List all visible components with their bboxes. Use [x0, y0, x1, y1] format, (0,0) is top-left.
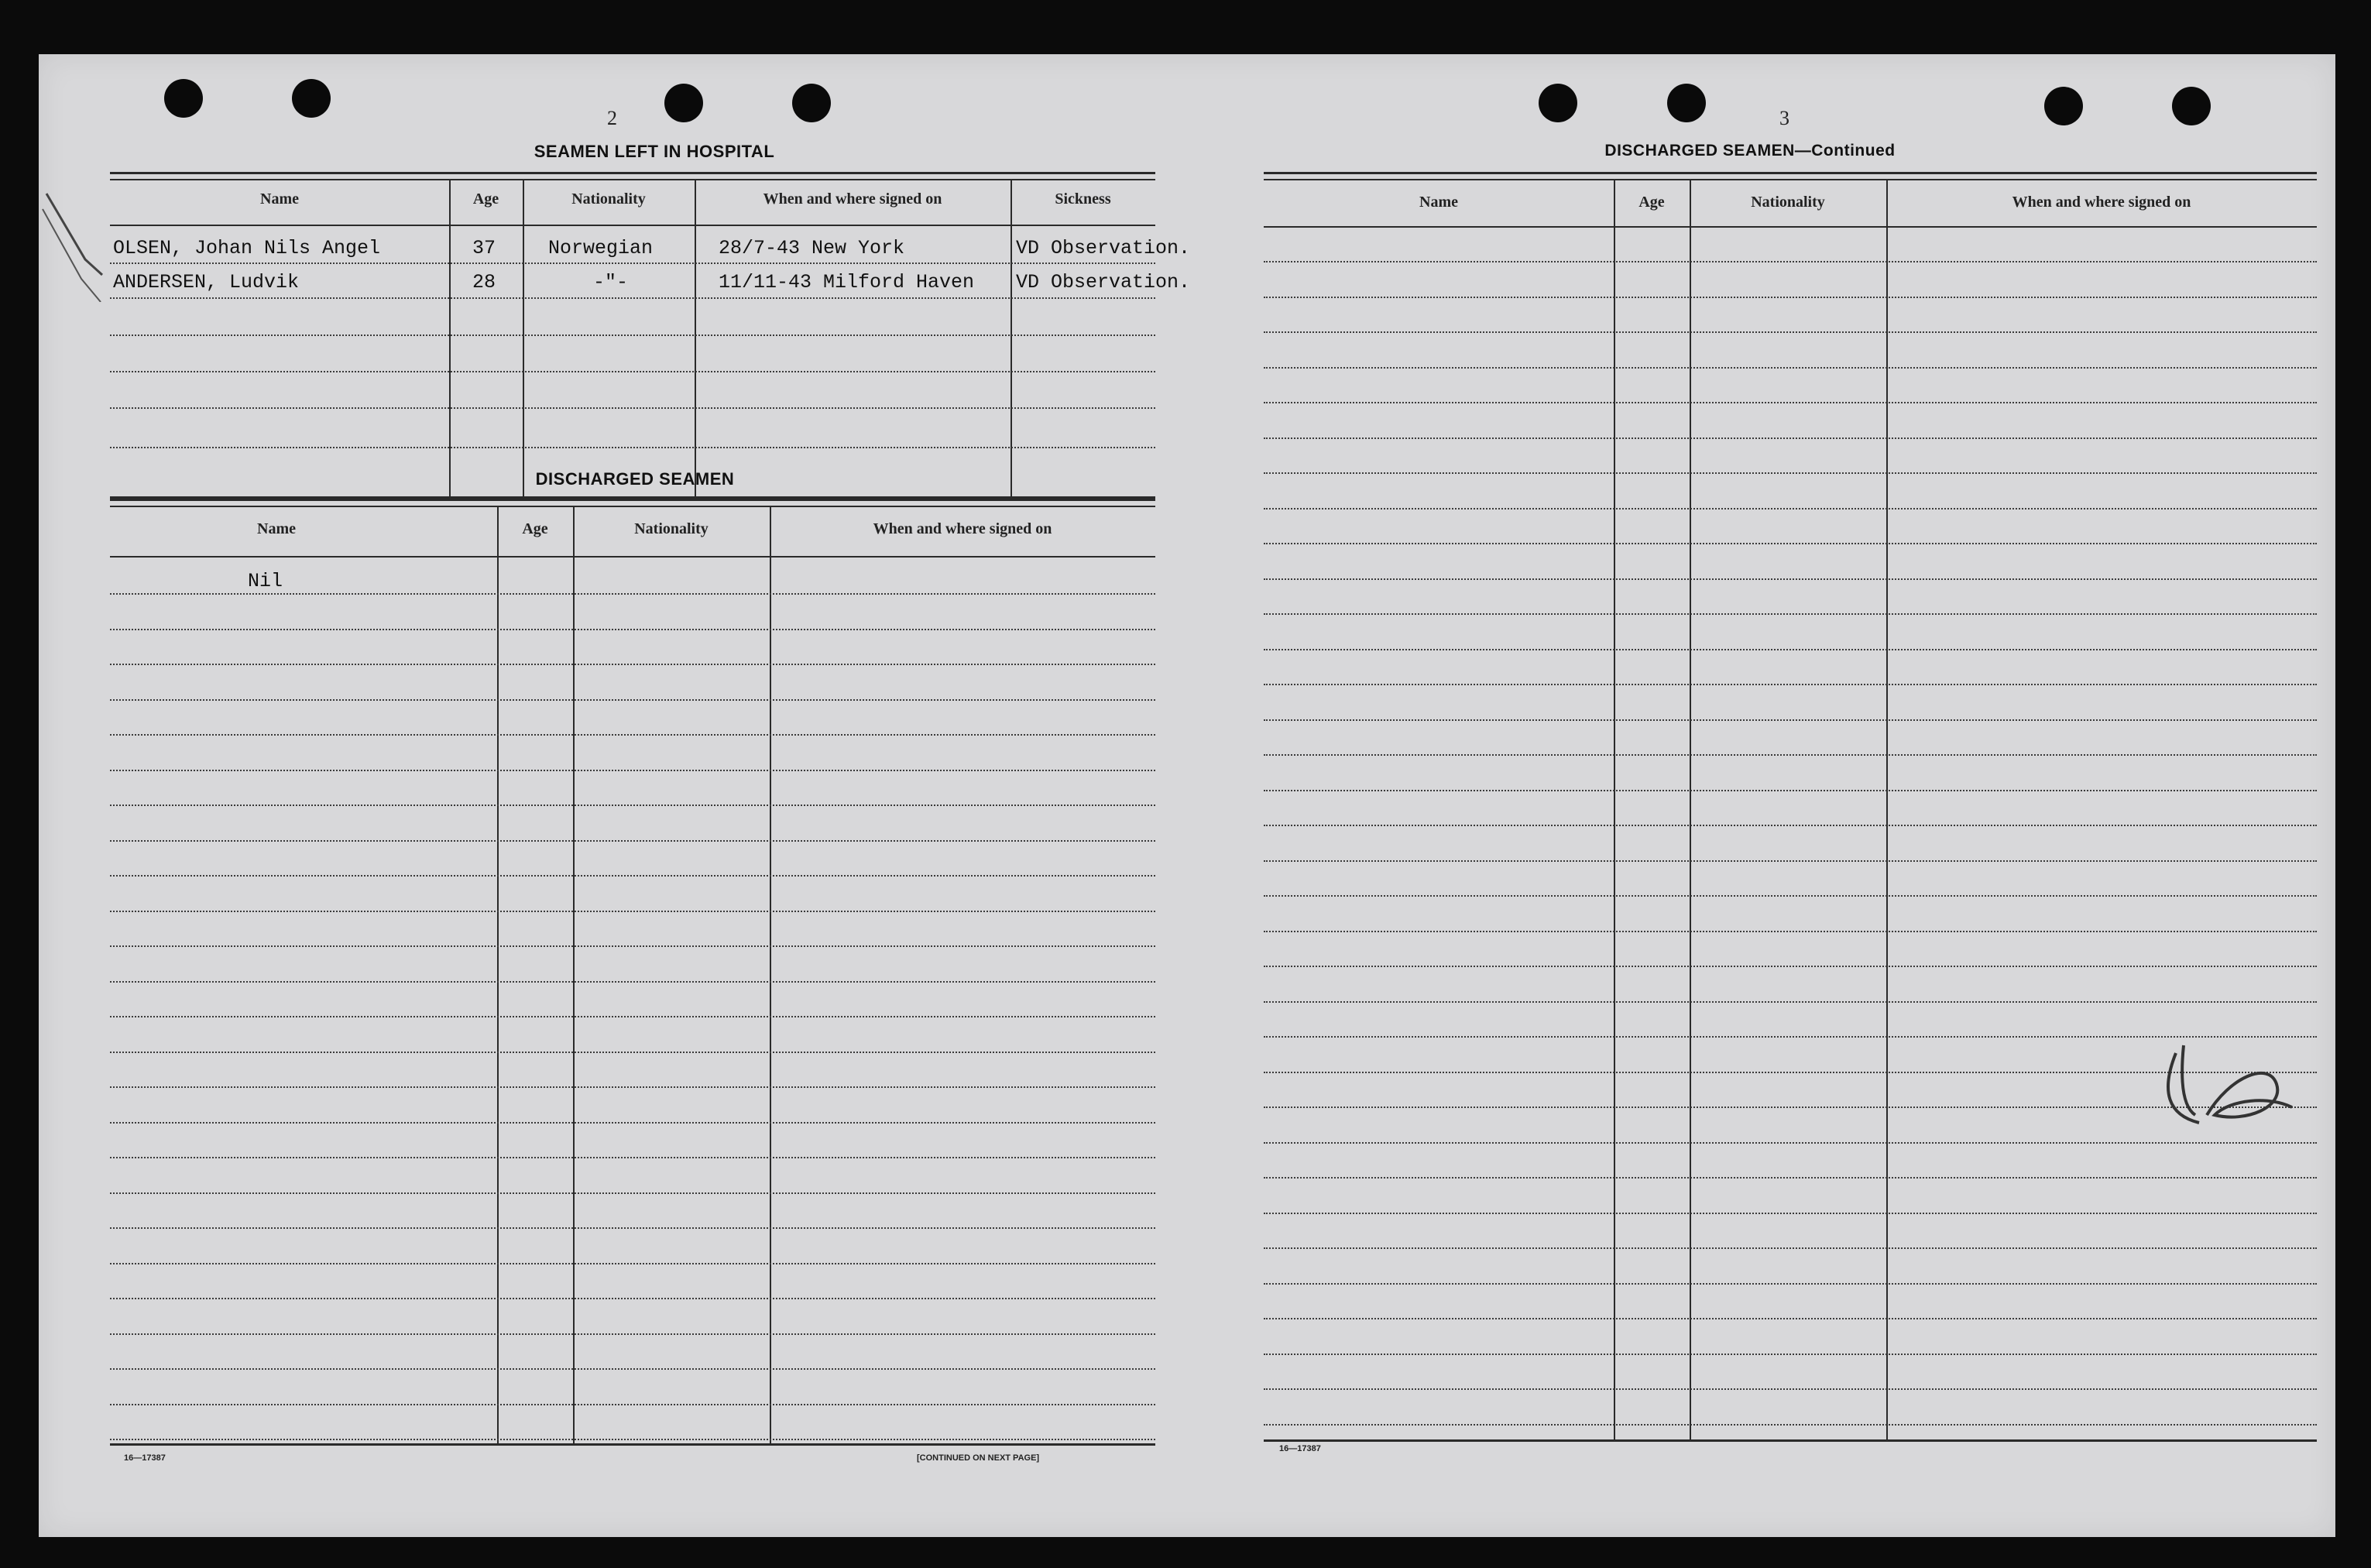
hospital-row-2-sickness: VD Observation. [1016, 271, 1191, 293]
ruled-line [1264, 1283, 2317, 1285]
discharged-table [110, 499, 1155, 1451]
hospital-header-signed-on: When and where signed on [763, 190, 942, 208]
ruled-line [110, 1404, 1155, 1405]
hospital-row-2-signed-on: 11/11-43 Milford Haven [719, 271, 975, 293]
ruled-line [1264, 402, 2317, 403]
hospital-header-name: Name [260, 190, 299, 208]
ruled-line [110, 1157, 1155, 1158]
punch-hole [164, 79, 203, 118]
ruled-line [1264, 1247, 2317, 1249]
ruled-line [1264, 543, 2317, 544]
ruled-line [1264, 825, 2317, 826]
margin-check-mark [39, 186, 108, 302]
punch-hole [1667, 84, 1706, 122]
ruled-line [1264, 508, 2317, 510]
ruled-line [1264, 1213, 2317, 1214]
ruled-line [1264, 1142, 2317, 1144]
hospital-row-2-age: 28 [472, 271, 496, 293]
ruled-line [1264, 895, 2317, 897]
ruled-line [110, 981, 1155, 983]
ruled-line [1264, 1388, 2317, 1390]
ruled-line [1264, 649, 2317, 650]
ruled-line [1264, 790, 2317, 791]
ruled-line [1264, 1354, 2317, 1355]
ruled-line [1264, 1318, 2317, 1319]
ruled-line [1264, 472, 2317, 474]
hospital-row-1-age: 37 [472, 237, 496, 259]
pencil-initials [2153, 1030, 2300, 1138]
ruled-line [1264, 297, 2317, 298]
ruled-line [110, 734, 1155, 736]
ruled-line [1264, 1424, 2317, 1426]
discharged-header-signed-on: When and where signed on [873, 520, 1052, 537]
discharged-row-1-name: Nil [248, 570, 283, 592]
hospital-section-title: SEAMEN LEFT IN HOSPITAL [534, 142, 775, 161]
hospital-header-sickness: Sickness [1055, 190, 1111, 208]
right-header-nationality: Nationality [1751, 194, 1825, 211]
ruled-line [110, 805, 1155, 806]
punch-hole [1539, 84, 1577, 122]
ruled-line [1264, 331, 2317, 333]
ruled-line [110, 875, 1155, 877]
ruled-line [110, 1122, 1155, 1124]
ruled-line [1264, 578, 2317, 580]
right-section-title: DISCHARGED SEAMEN—Continued [1604, 142, 1896, 160]
ruled-line [110, 945, 1155, 947]
hospital-header-age: Age [472, 190, 499, 208]
ruled-line [1264, 860, 2317, 862]
ruled-line [110, 1227, 1155, 1229]
ruled-line [110, 593, 1155, 595]
right-header-signed-on: When and where signed on [2012, 194, 2191, 211]
punch-hole [792, 84, 831, 122]
hospital-row-2-nationality: -"- [593, 271, 629, 293]
ruled-line [1264, 261, 2317, 262]
ruled-line [110, 629, 1155, 630]
ruled-line [110, 1368, 1155, 1370]
right-header-name: Name [1419, 194, 1458, 211]
continued-note: [CONTINUED ON NEXT PAGE] [917, 1453, 1040, 1463]
ruled-line [1264, 1177, 2317, 1179]
document-page [39, 54, 2335, 1537]
ruled-line [1264, 966, 2317, 967]
ruled-line [1264, 931, 2317, 932]
ruled-line [110, 1298, 1155, 1299]
punch-hole [2044, 87, 2083, 125]
right-page-number: 3 [1779, 107, 1789, 129]
ruled-line [110, 1333, 1155, 1335]
ruled-line [110, 840, 1155, 842]
left-form-number: 16—17387 [124, 1453, 166, 1463]
ruled-line [110, 1192, 1155, 1194]
hospital-row-1-nationality: Norwegian [548, 237, 654, 259]
ruled-line [110, 664, 1155, 665]
punch-hole [664, 84, 703, 122]
discharged-header-age: Age [522, 520, 548, 537]
hospital-row-1-sickness: VD Observation. [1016, 237, 1191, 259]
ruled-line [1264, 367, 2317, 369]
hospital-row-1-name: OLSEN, Johan Nils Angel [113, 237, 381, 259]
ruled-line [1264, 719, 2317, 721]
punch-hole [2172, 87, 2211, 125]
ruled-line [110, 770, 1155, 771]
hospital-row-1-signed-on: 28/7-43 New York [719, 237, 905, 259]
ruled-line [110, 911, 1155, 912]
discharged-continued-table [1264, 172, 2317, 1453]
ruled-line [1264, 613, 2317, 615]
ruled-line [1264, 1001, 2317, 1003]
hospital-header-nationality: Nationality [571, 190, 646, 208]
ruled-line [1264, 754, 2317, 756]
punch-hole [292, 79, 331, 118]
ruled-line [110, 1086, 1155, 1088]
discharged-section-title: DISCHARGED SEAMEN [535, 469, 735, 489]
right-form-number: 16—17387 [1279, 1444, 1321, 1453]
hospital-table [110, 172, 1191, 501]
ruled-line [110, 1052, 1155, 1053]
ruled-line [1264, 437, 2317, 439]
ruled-line [110, 1016, 1155, 1017]
hospital-row-2-name: ANDERSEN, Ludvik [113, 271, 300, 293]
discharged-header-nationality: Nationality [634, 520, 709, 537]
discharged-header-name: Name [257, 520, 296, 537]
right-header-age: Age [1638, 194, 1665, 211]
ruled-line [110, 1439, 1155, 1440]
left-page-number: 2 [607, 107, 617, 129]
ruled-line [1264, 684, 2317, 685]
ruled-line [110, 699, 1155, 701]
ruled-line [110, 1263, 1155, 1264]
